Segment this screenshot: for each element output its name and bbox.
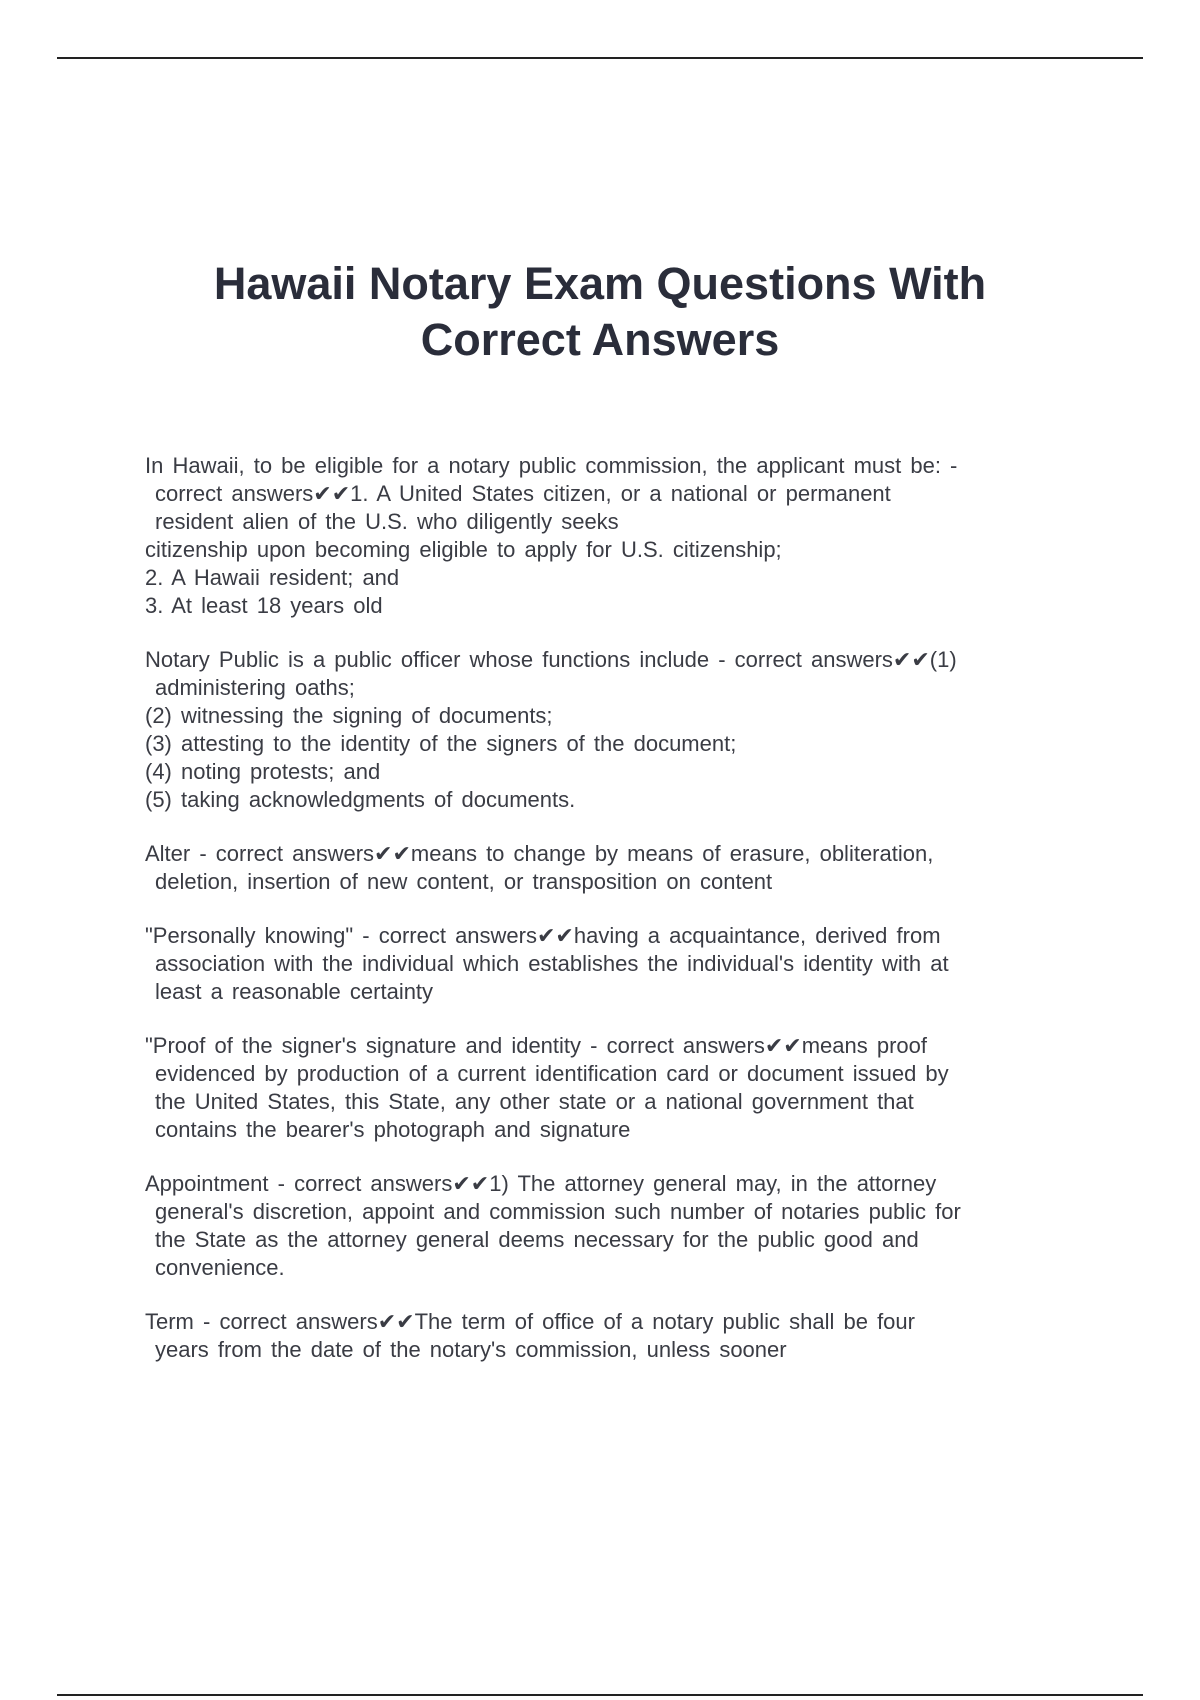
entry-line: deletion, insertion of new content, or transposition on content <box>155 869 773 894</box>
qa-entry-alter <box>145 840 1105 896</box>
entry-line: (2) witnessing the signing of documents; <box>145 703 553 728</box>
qa-entry-appointment <box>145 1170 1105 1282</box>
entry-line: Appointment - correct answers✔✔1) The attorney general may, in the attorney <box>145 1171 937 1196</box>
document-title <box>100 256 1100 368</box>
qa-entry-notary-public <box>145 646 1105 814</box>
entry-line: administering oaths; <box>155 675 355 700</box>
entry-line: general's discretion, appoint and commission such number of notaries public for <box>155 1199 961 1224</box>
qa-entry-personally-knowing <box>145 922 1105 1006</box>
entry-line: the United States, this State, any other state or a national government that <box>155 1089 914 1114</box>
entry-line: (3) attesting to the identity of the signers of the document; <box>145 731 737 756</box>
qa-entry-proof-of-identity <box>145 1032 1105 1144</box>
entry-line: Notary Public is a public officer whose functions include - correct answers✔✔(1) <box>145 647 957 672</box>
entry-line: the State as the attorney general deems necessary for the public good and <box>155 1227 919 1252</box>
entry-line: In Hawaii, to be eligible for a notary public commission, the applicant must be: - <box>145 453 958 478</box>
entry-line: (4) noting protests; and <box>145 759 381 784</box>
entry-line: years from the date of the notary's commission, unless sooner <box>155 1337 787 1362</box>
entry-line: 2. A Hawaii resident; and <box>145 565 400 590</box>
entry-line: convenience. <box>155 1255 285 1280</box>
top-rule <box>57 57 1143 59</box>
entry-line: (5) taking acknowledgments of documents. <box>145 787 576 812</box>
entry-line: contains the bearer's photograph and signature <box>155 1117 631 1142</box>
bottom-rule <box>57 1694 1143 1696</box>
title-line-2: Correct Answers <box>420 314 780 365</box>
document-body <box>145 452 1105 1390</box>
entry-line: 3. At least 18 years old <box>145 593 383 618</box>
entry-line: "Personally knowing" - correct answers✔✔having a acquaintance, derived from <box>145 923 941 948</box>
entry-line: citizenship upon becoming eligible to apply for U.S. citizenship; <box>145 537 782 562</box>
entry-line: Term - correct answers✔✔The term of office of a notary public shall be four <box>145 1309 915 1334</box>
entry-line: association with the individual which establishes the individual's identity with at <box>155 951 949 976</box>
title-line-1: Hawaii Notary Exam Questions With <box>213 258 987 309</box>
entry-line: correct answers✔✔1. A United States citizen, or a national or permanent <box>155 481 891 506</box>
entry-line: least a reasonable certainty <box>155 979 434 1004</box>
entry-line: Alter - correct answers✔✔means to change by means of erasure, obliteration, <box>145 841 934 866</box>
entry-line: resident alien of the U.S. who diligently seeks <box>155 509 619 534</box>
qa-entry-eligibility <box>145 452 1105 620</box>
entry-line: "Proof of the signer's signature and identity - correct answers✔✔means proof <box>145 1033 928 1058</box>
entry-line: evidenced by production of a current identification card or document issued by <box>155 1061 949 1086</box>
qa-entry-term <box>145 1308 1105 1364</box>
